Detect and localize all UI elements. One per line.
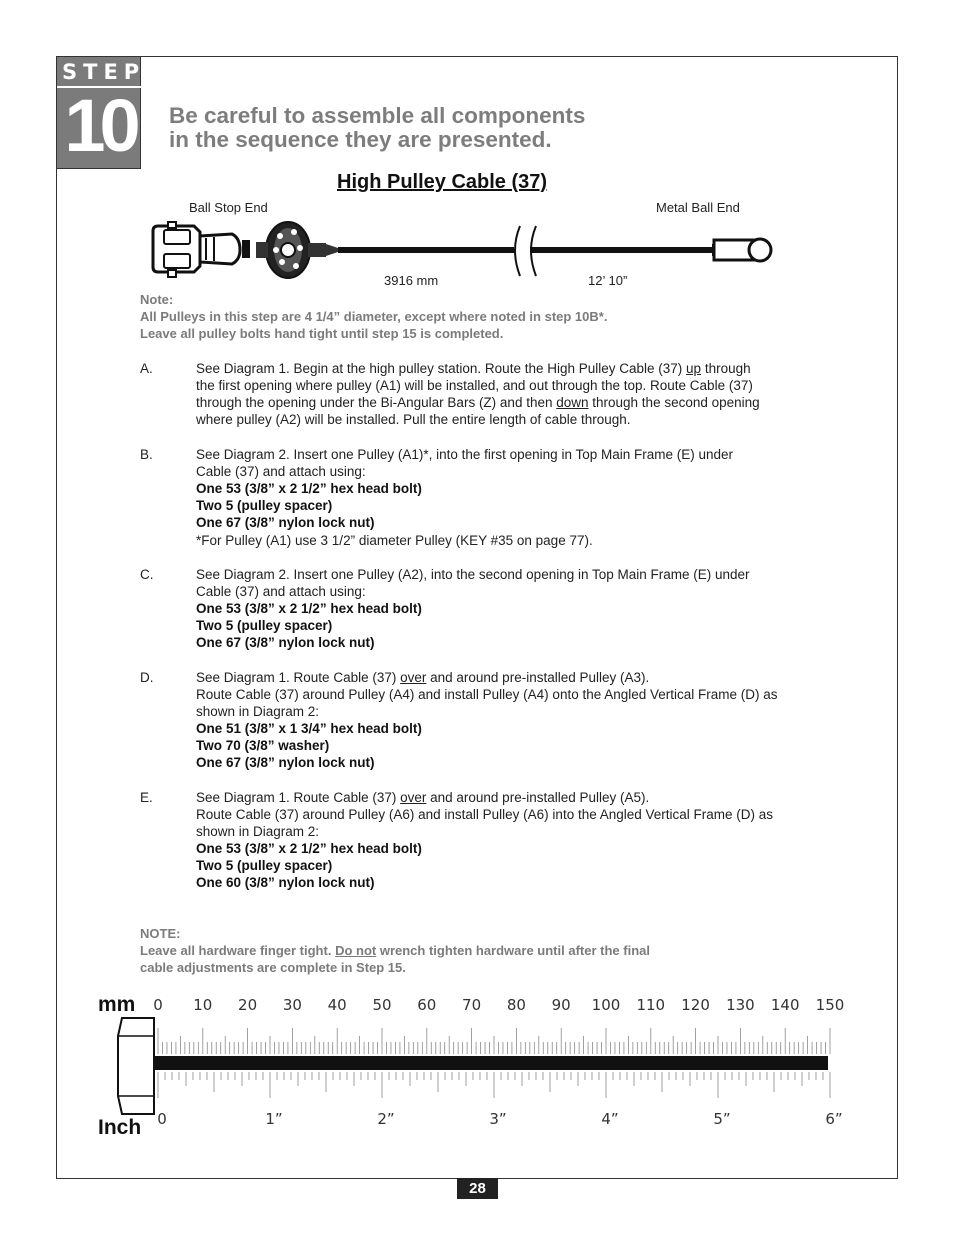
mm-tick-label: 30: [282, 996, 302, 1014]
instruction-line: the first opening where pulley (A1) will be installed, and out through the top. Route Cable (37): [196, 378, 753, 393]
page-number: 28: [457, 1178, 498, 1199]
instruction-line: Route Cable (37) around Pulley (A6) and install Pulley (A6) into the Angled Vertical Frame (D) as: [196, 807, 774, 822]
instruction-line: See Diagram 1. Begin at the high pulley station. Route the High Pulley Cable (37) up through: [196, 361, 751, 376]
mm-tick-label: 150: [815, 996, 845, 1014]
inch-scale: [157, 1072, 842, 1128]
cable-diagram: [148, 214, 778, 289]
cable-title: High Pulley Cable (37): [337, 171, 548, 193]
hardware-line: One 53 (3/8” x 2 1/2” hex head bolt): [196, 841, 422, 856]
instruction-line: See Diagram 2. Insert one Pulley (A2), into the second opening in Top Main Frame (E) under: [196, 567, 750, 582]
hardware-line: One 51 (3/8” x 1 3/4” hex head bolt): [196, 721, 422, 736]
cable-segment-right: [530, 247, 712, 253]
mm-tick-label: 140: [770, 996, 800, 1014]
instruction-letter: E.: [140, 790, 153, 805]
note-top-line-1: All Pulleys in this step are 4 1/4” diameter, except where noted in step 10B*.: [140, 309, 608, 324]
note-bottom-line-2: cable adjustments are complete in Step 15.: [140, 960, 406, 975]
inch-tick-label: 6”: [825, 1110, 843, 1128]
cable-segment-left: [338, 247, 514, 253]
inch-tick-label: 0: [157, 1110, 167, 1128]
instruction-line: See Diagram 1. Route Cable (37) over and around pre-installed Pulley (A5).: [196, 790, 650, 805]
mm-tick-label: 50: [372, 996, 392, 1014]
bolt-head: [118, 1018, 154, 1114]
instruction-letter: A.: [140, 361, 153, 376]
inch-tick-label: 1”: [265, 1110, 283, 1128]
bolt-ruler: [94, 988, 864, 1148]
note-top-heading: Note:: [140, 292, 174, 307]
instruction-letter: D.: [140, 670, 154, 685]
step-word: STEP: [62, 60, 146, 84]
mm-tick-label: 90: [551, 996, 571, 1014]
metal-ball-end-label: Metal Ball End: [656, 200, 740, 215]
mm-scale: [153, 996, 844, 1054]
ball-stop: [256, 222, 338, 278]
bolt-shaft: [154, 1056, 828, 1070]
hardware-line: One 67 (3/8” nylon lock nut): [196, 755, 375, 770]
inch-tick-label: 4”: [601, 1110, 619, 1128]
instruction-line: through the opening under the Bi-Angular Bars (Z) and then down through the second opening: [196, 395, 760, 410]
instruction-line: See Diagram 2. Insert one Pulley (A1)*, into the first opening in Top Main Frame (E) under: [196, 447, 734, 462]
hardware-line: Two 5 (pulley spacer): [196, 498, 333, 513]
hardware-line: One 67 (3/8” nylon lock nut): [196, 515, 375, 530]
note-top-line-2: Leave all pulley bolts hand tight until step 15 is completed.: [140, 326, 504, 341]
headline-line-1: Be careful to assemble all components: [169, 103, 586, 128]
mm-tick-label: 110: [636, 996, 666, 1014]
mm-tick-label: 70: [462, 996, 482, 1014]
hardware-line: One 60 (3/8” nylon lock nut): [196, 875, 375, 890]
note-bottom-line-1: Leave all hardware finger tight. Do not wrench tighten hardware until after the final: [140, 943, 650, 958]
mm-tick-label: 130: [726, 996, 755, 1014]
instruction-line: See Diagram 1. Route Cable (37) over and around pre-installed Pulley (A3).: [196, 670, 650, 685]
mm-tick-label: 40: [327, 996, 347, 1014]
caution-headline: [169, 104, 729, 152]
mm-tick-label: 10: [193, 996, 213, 1014]
inch-label: Inch: [98, 1116, 142, 1139]
clevis-fitting: [153, 222, 250, 277]
ball-stop-end-label: Ball Stop End: [189, 200, 268, 215]
cable-length-ft: 12’ 10”: [588, 273, 628, 288]
inch-tick-label: 2”: [377, 1110, 395, 1128]
hardware-line: Two 70 (3/8” washer): [196, 738, 330, 753]
hardware-line: One 53 (3/8” x 2 1/2” hex head bolt): [196, 481, 422, 496]
mm-tick-label: 20: [238, 996, 258, 1014]
mm-label: mm: [98, 993, 136, 1016]
note-bottom: [140, 925, 650, 976]
footnote: *For Pulley (A1) use 3 1/2” diameter Pulley (KEY #35 on page 77).: [196, 533, 593, 548]
hardware-line: Two 5 (pulley spacer): [196, 858, 333, 873]
inch-tick-label: 3”: [489, 1110, 507, 1128]
instruction-line: Route Cable (37) around Pulley (A4) and install Pulley (A4) onto the Angled Vertical Frame (D) as: [196, 687, 778, 702]
instruction-line: where pulley (A2) will be installed. Pull the entire length of cable through.: [196, 412, 631, 427]
instruction-line: shown in Diagram 2:: [196, 704, 320, 719]
instruction-line: Cable (37) and attach using:: [196, 464, 366, 479]
mm-tick-label: 60: [417, 996, 437, 1014]
mm-tick-label: 80: [506, 996, 526, 1014]
metal-ball-end: [712, 239, 771, 261]
instruction-letter: C.: [140, 567, 154, 582]
instruction-line: shown in Diagram 2:: [196, 824, 320, 839]
mm-tick-label: 100: [591, 996, 621, 1014]
hardware-line: Two 5 (pulley spacer): [196, 618, 333, 633]
instruction-line: Cable (37) and attach using:: [196, 584, 366, 599]
headline-line-2: in the sequence they are presented.: [169, 127, 552, 152]
step-badge: [56, 56, 146, 169]
step-number: 10: [64, 84, 135, 167]
hardware-line: One 53 (3/8” x 2 1/2” hex head bolt): [196, 601, 422, 616]
instruction-letter: B.: [140, 447, 153, 462]
inch-tick-label: 5”: [713, 1110, 731, 1128]
note-bottom-heading: NOTE:: [140, 926, 181, 941]
mm-tick-label: 0: [153, 996, 163, 1014]
cable-length-mm: 3916 mm: [384, 273, 439, 288]
mm-tick-label: 120: [681, 996, 710, 1014]
note-top: [140, 291, 607, 342]
hardware-line: One 67 (3/8” nylon lock nut): [196, 635, 375, 650]
